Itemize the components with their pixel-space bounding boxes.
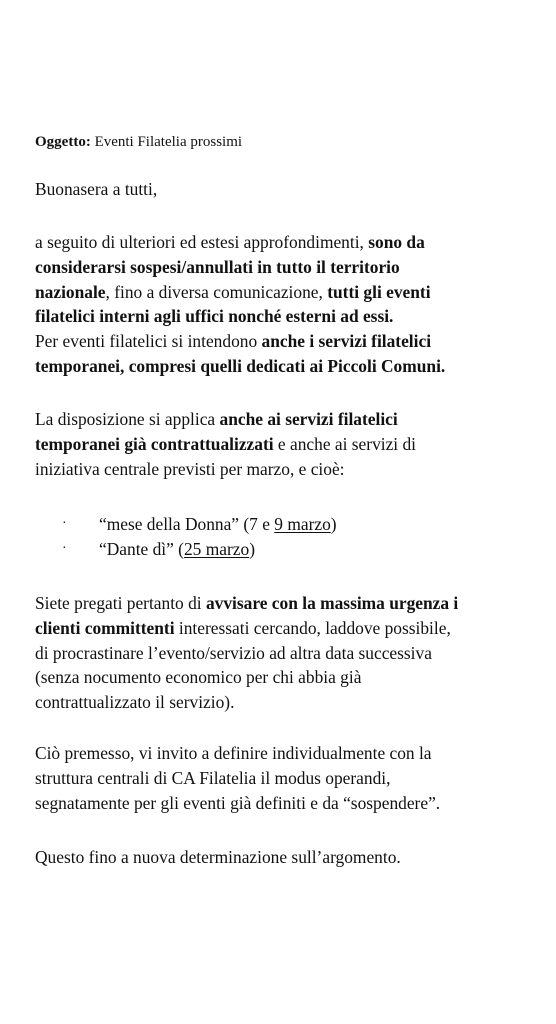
text-line bbox=[35, 354, 540, 379]
text-run: ) bbox=[330, 514, 337, 534]
paragraph-request bbox=[35, 591, 540, 715]
bold-run: anche ai servizi filatelici bbox=[219, 409, 398, 429]
subject-line bbox=[35, 133, 242, 151]
text-line bbox=[35, 304, 540, 329]
text-run: e anche ai servizi di bbox=[273, 433, 417, 454]
text-run: ) bbox=[249, 538, 255, 559]
text-line bbox=[35, 255, 540, 280]
text-line bbox=[35, 280, 540, 305]
text-line bbox=[35, 432, 540, 457]
paragraph-suspension bbox=[35, 230, 540, 379]
text-line bbox=[35, 457, 540, 482]
subject-label: Oggetto: bbox=[35, 134, 91, 150]
list-item bbox=[62, 512, 337, 537]
text-line: Ciò premesso, vi invito a definire individualmente con la bbox=[35, 743, 432, 763]
bold-run: nazionale bbox=[35, 281, 106, 302]
bold-run: filatelici interni agli uffici nonché esterni ad essi. bbox=[35, 306, 394, 327]
bold-run: clienti committenti bbox=[35, 617, 175, 638]
text-run: Siete pregati pertanto di bbox=[35, 593, 206, 613]
bold-run: tutti gli eventi bbox=[327, 281, 431, 302]
underlined-run: 25 marzo bbox=[183, 538, 250, 559]
text-run: La disposizione si applica bbox=[35, 409, 220, 429]
paragraph-instructions bbox=[35, 741, 540, 815]
event-list bbox=[62, 512, 337, 562]
text-run: Per eventi filatelici si intendono bbox=[35, 331, 262, 352]
bold-run: temporanei già contrattualizzati bbox=[35, 433, 274, 454]
text-run: interessati cercando, laddove possibile, bbox=[174, 617, 451, 638]
text-line bbox=[35, 591, 540, 616]
bold-run: sono da bbox=[368, 232, 425, 252]
text-line bbox=[35, 407, 540, 432]
text-line bbox=[35, 329, 540, 354]
text-run: “mese della Donna” (7 e bbox=[99, 514, 275, 534]
text-run: iniziativa centrale previsti per marzo, e cioè: bbox=[35, 458, 345, 479]
text-line: segnatamente per gli eventi già definiti e da “sospendere”. bbox=[35, 792, 441, 813]
bold-run: temporanei, compresi quelli dedicati ai Piccoli Comuni. bbox=[35, 355, 446, 376]
text-run: a seguito di ulteriori ed estesi approfondimenti, bbox=[35, 232, 369, 252]
paragraph-closing bbox=[35, 845, 540, 870]
text-line bbox=[35, 616, 540, 641]
bold-run: avvisare con la massima urgenza i bbox=[205, 593, 459, 613]
bullet-icon: · bbox=[62, 540, 67, 556]
bold-run: anche i servizi filatelici bbox=[261, 331, 432, 352]
text-line: struttura centrali di CA Filatelia il modus operandi, bbox=[35, 767, 391, 788]
text-line: (senza nocumento economico per chi abbia già bbox=[35, 667, 362, 688]
text-line bbox=[35, 230, 540, 255]
bold-run: considerarsi sospesi/annullati in tutto il territorio bbox=[35, 256, 400, 277]
paragraph-scope bbox=[35, 407, 540, 481]
text-line: Questo fino a nuova determinazione sull’argomento. bbox=[35, 847, 401, 867]
bullet-icon: · bbox=[62, 516, 67, 531]
text-run: “Dante dì” ( bbox=[99, 538, 184, 559]
text-line: di procrastinare l’evento/servizio ad altra data successiva bbox=[35, 642, 432, 663]
underlined-run: 9 marzo bbox=[274, 514, 331, 534]
greeting: Buonasera a tutti, bbox=[35, 179, 158, 199]
text-line: contrattualizzato il servizio). bbox=[35, 692, 235, 713]
text-run: , fino a diversa comunicazione, bbox=[105, 281, 328, 302]
list-item bbox=[62, 537, 337, 562]
subject-value: Eventi Filatelia prossimi bbox=[90, 134, 243, 150]
